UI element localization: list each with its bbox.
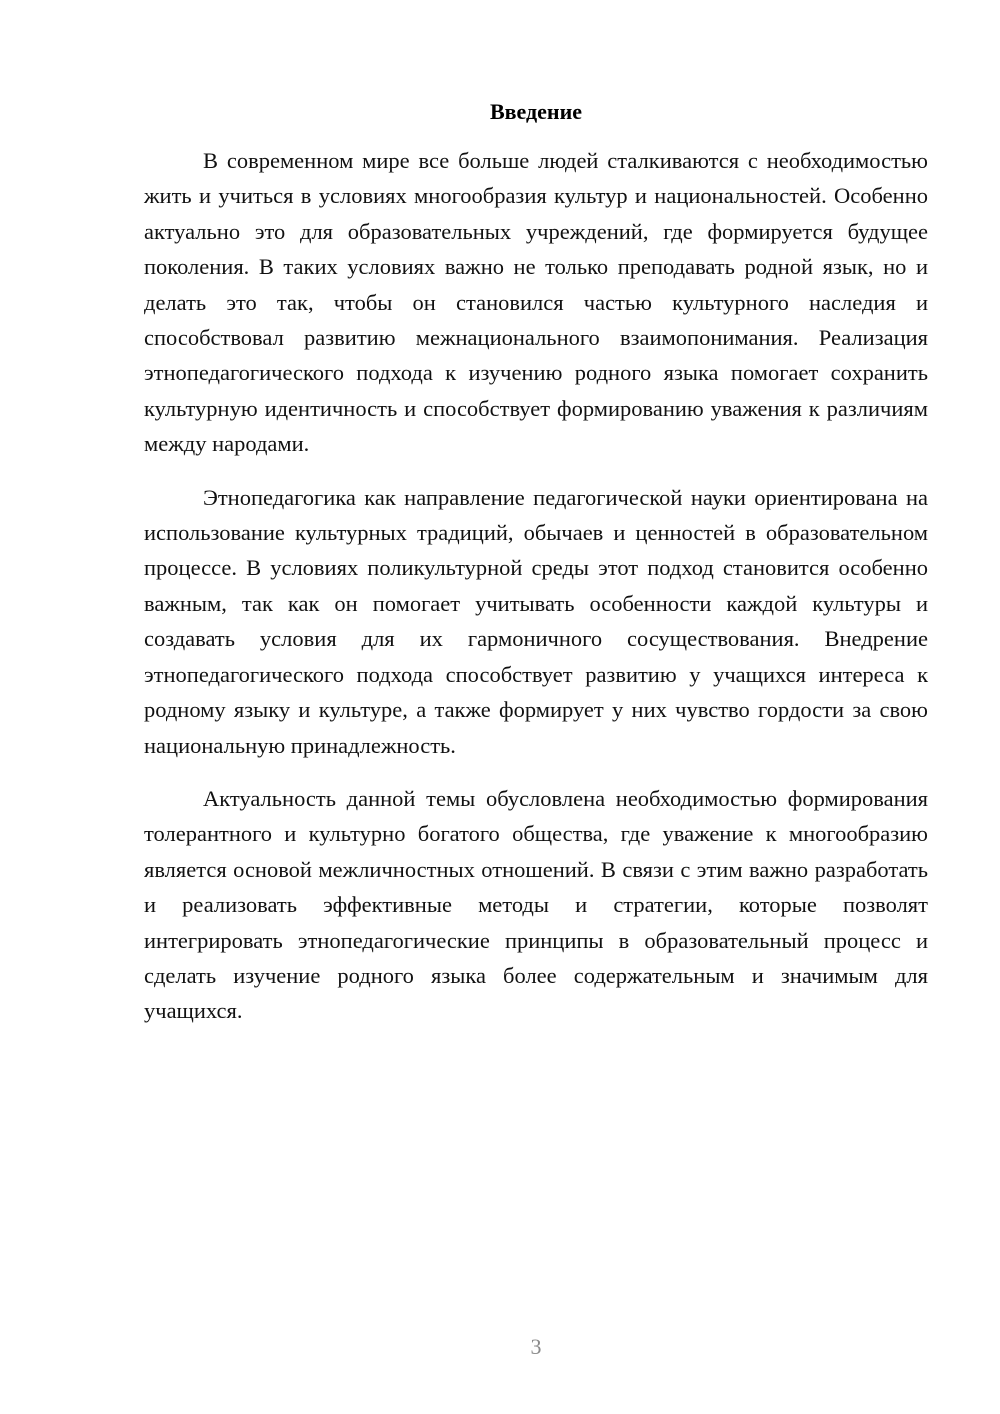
paragraph-3: Актуальность данной темы обусловлена необходимостью формирования толерантного и культурно богатого общества, где уважение к многообразию является основой межличностных отношений. В связи с этим важно разработать и реализовать эффективные методы и стратегии, которые позволят интегрировать этнопедагогические принципы в образовательный процесс и сделать изучение родного языка более содержательным и значимым для учащихся. [144, 785, 928, 1024]
paragraph-2: Этнопедагогика как направление педагогической науки ориентирована на использование культурных традиций, обычаев и ценностей в образовательном процессе. В условиях поликультурной среды этот подход становится особенно важным, так как он помогает учитывать особенности каждой культуры и создавать условия для их гармоничного сосуществования. Внедрение этнопедагогического подхода способствует развитию у учащихся интереса к родному языку и культуре, а также формирует у них чувство гордости за свою национальную принадлежность. [144, 484, 928, 758]
section-title: Введение [489, 99, 583, 124]
document-body [144, 143, 928, 1047]
paragraph-1: В современном мире все больше людей сталкиваются с необходимостью жить и учиться в условиях многообразия культур и национальностей. Особенно актуально это для образовательных учреждений, где формируется будущее поколения. В таких условиях важно не только преподавать родной язык, но и делать это так, чтобы он становился частью культурного наследия и способствовал развитию межнационального взаимопонимания. Реализация этнопедагогического подхода к изучению родного языка помогает сохранить культурную идентичность и способствует формированию уважения к различиям между народами. [144, 148, 928, 457]
page-number: 3 [530, 1334, 542, 1359]
